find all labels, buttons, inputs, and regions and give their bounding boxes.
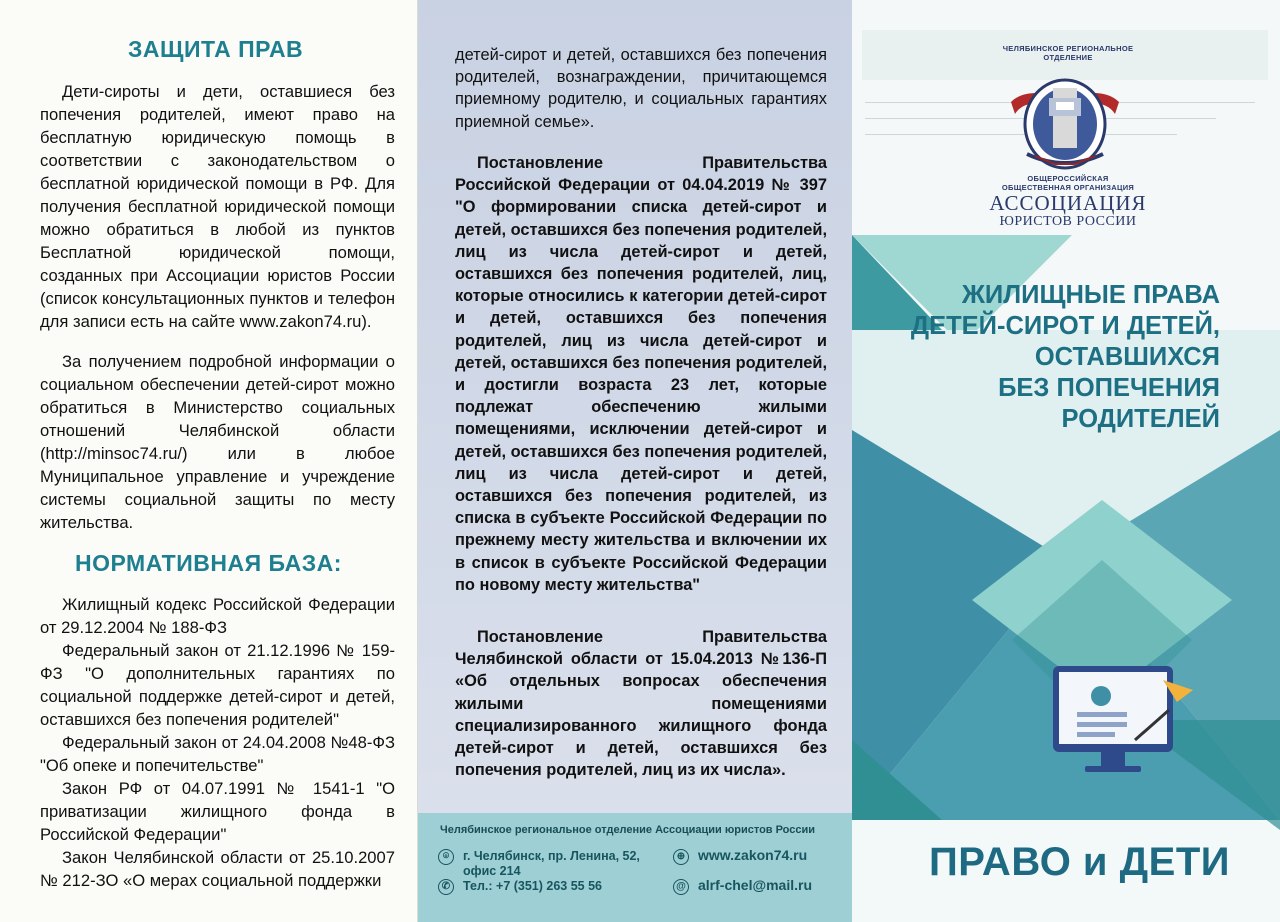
section-title-protection: ЗАЩИТА ПРАВ: [128, 36, 304, 62]
org-title: [978, 174, 1158, 229]
series-title: ПРАВО и ДЕТИ: [929, 840, 1230, 884]
footer-title: Челябинское региональное отделение Ассоциации юристов России: [440, 824, 816, 836]
org-subtitle: [978, 174, 1158, 192]
decree-regional: Постановление Правительства Челябинской области от 15.04.2013 №136-П «Об отдельных вопросах обеспечения жилыми помещениями специализированного жилищного фонда детей-сирот и детей, оставшихся без попечения родителей, лиц из их числа».: [455, 628, 827, 780]
location-icon: ⌾: [438, 849, 454, 865]
computer-illustration: [1045, 650, 1205, 790]
law-item: Закон Челябинской области от 25.10.2007 № 212-ЗО «О мерах социальной поддержки: [40, 848, 395, 890]
title-line: ОСТАВШИХСЯ: [1034, 343, 1220, 371]
website-link[interactable]: www.zakon74.ru: [698, 847, 808, 863]
law-item: Жилищный кодекс Российской Федерации от 29.12.2004 № 188-ФЗ: [40, 595, 395, 637]
law-item: Федеральный закон от 24.04.2008 №48-ФЗ "Об опеке и попечительстве": [40, 733, 395, 775]
protection-text: Дети-сироты и дети, оставшиеся без попечения родителей, имеют право на бесплатную юридическую помощь в соответствии с законодательством о бесплатной юридической помощи в РФ. Для получения бесплатной юридической помощи можно обратиться в любой из пунктов Бесплатной юридической помощи, созданных при Ассоциации юристов России (список консультационных пунктов и телефон для записи есть на сайте www.zakon74.ru).: [40, 82, 395, 331]
section-title-legal-base: НОРМАТИВНАЯ БАЗА:: [75, 550, 342, 576]
org-sub-line2: ОБЩЕСТВЕННАЯ ОРГАНИЗАЦИЯ: [1001, 183, 1135, 192]
social-info-text: За получением подробной информации о социальном обеспечении детей-сирот можно обратиться в Министерство социальных отношений Челябинской области (http://minsoc74.ru/) или в любое Муниципальное управление и учреждение системы социальной защиты по месту жительства.: [40, 352, 395, 532]
title-line: ЖИЛИЩНЫЕ ПРАВА: [961, 281, 1220, 309]
email-link[interactable]: alrf-chel@mail.ru: [698, 877, 813, 893]
org-region-line2: ОТДЕЛЕНИЕ: [1043, 53, 1093, 62]
address: [463, 849, 640, 879]
org-region-label: [978, 44, 1158, 62]
title-line: РОДИТЕЛЕЙ: [1061, 405, 1220, 433]
address-line1: г. Челябинск, пр. Ленина, 52,: [463, 849, 640, 863]
org-region-line1: ЧЕЛЯБИНСКОЕ РЕГИОНАЛЬНОЕ: [1002, 44, 1134, 53]
law-item: Закон РФ от 04.07.1991 № 1541-1 "О приватизации жилищного фонда в Российской Федерации": [40, 779, 395, 844]
org-name: АССОЦИАЦИЯ: [989, 191, 1147, 215]
left-panel: [0, 0, 418, 922]
brochure-title: [870, 280, 1220, 435]
email-icon: @: [673, 879, 689, 895]
contact-footer: [418, 813, 852, 922]
law-item: Федеральный закон от 21.12.1996 № 159-ФЗ "О дополнительных гарантиях по социальной поддержке детей-сирот и детей, оставшихся без попечения родителей": [40, 641, 395, 729]
middle-text-continuation: детей-сирот и детей, оставшихся без попечения родителей, вознаграждении, причитающемся приемному родителю, и социальных гарантиях приемной семье».: [455, 46, 827, 131]
phone-icon: ✆: [438, 879, 454, 895]
title-line: ДЕТЕЙ-СИРОТ И ДЕТЕЙ,: [910, 312, 1220, 340]
title-line: БЕЗ ПОПЕЧЕНИЯ: [998, 374, 1220, 402]
org-name-line2: ЮРИСТОВ РОССИИ: [999, 214, 1137, 229]
address-line2: офис 214: [463, 864, 521, 878]
globe-icon: ⊕: [673, 849, 689, 865]
laws-list: [40, 593, 395, 892]
decree-federal: Постановление Правительства Российской Федерации от 04.04.2019 № 397 "О формировании списка детей-сирот и детей, оставшихся без попечения родителей, лиц из числа детей-сирот и детей, оставшихся без попечения родителей, лиц, которые относились к категории детей-сирот и детей, оставшихся без попечения родителей, лиц из числа детей-сирот и детей, оставшихся без попечения родителей, и достигли возраста 23 лет, которые подлежат обеспечению жилыми помещениями, исключении детей-сирот и детей, оставшихся без попечения родителей, лиц из числа детей-сирот и детей, оставшихся без попечения родителей, из списка в субъекте Российской Федерации по прежнему месту жительства и включении их в список в субъекте Российской Федерации по новому месту жительства": [455, 154, 827, 594]
phone: Тел.: +7 (351) 263 55 56: [463, 879, 603, 893]
org-sub-line1: ОБЩЕРОССИЙСКАЯ: [1027, 174, 1109, 183]
association-emblem-icon: [1005, 68, 1125, 172]
